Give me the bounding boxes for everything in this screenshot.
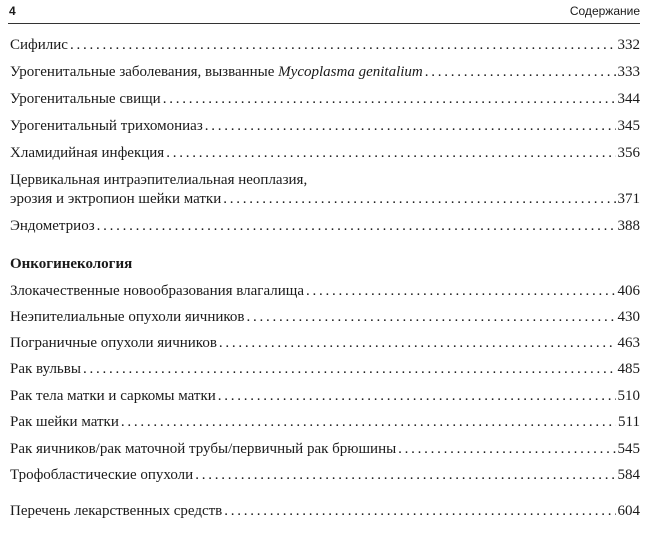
toc-entry[interactable] (10, 63, 640, 82)
toc-entry-page: 545 (617, 441, 640, 457)
leader-dots (398, 440, 615, 459)
toc-entry[interactable] (10, 413, 640, 432)
toc-entry-page: 345 (617, 118, 640, 134)
leader-dots (218, 387, 616, 406)
toc-entry[interactable] (10, 334, 640, 353)
toc-entry[interactable] (10, 144, 640, 163)
running-header (9, 4, 640, 22)
toc-entry-title: Перечень лекарственных средств (10, 503, 223, 519)
toc-entry-page: 344 (617, 91, 640, 107)
toc-entry[interactable] (10, 387, 640, 406)
leader-dots (163, 90, 616, 109)
leader-dots (121, 413, 616, 432)
header-divider (8, 23, 640, 24)
toc-entry-page: 510 (617, 388, 640, 404)
toc-entry[interactable] (10, 440, 640, 459)
leader-dots (224, 502, 615, 521)
toc-entry-page: 485 (617, 361, 640, 377)
leader-dots (306, 282, 616, 301)
toc-entry[interactable] (10, 360, 640, 379)
toc-entry-page: 430 (617, 309, 640, 325)
toc-entry-title: Рак шейки матки (10, 414, 119, 430)
toc-entry-title: Сифилис (10, 37, 68, 53)
leader-dots (223, 190, 615, 209)
page-number: 4 (9, 4, 16, 18)
leader-dots (205, 117, 616, 136)
toc-entry-page: 388 (617, 218, 640, 234)
toc-entry-page: 333 (617, 64, 640, 80)
toc-entry-page: 584 (617, 467, 640, 483)
toc-entry[interactable] (10, 171, 640, 209)
toc-entry-title (10, 63, 423, 82)
leader-dots (195, 466, 615, 485)
toc-entry-page: 356 (617, 145, 640, 161)
toc-entry[interactable] (10, 36, 640, 55)
leader-dots (97, 217, 616, 236)
toc-entry-title-italic: Mycoplasma genitalium (278, 64, 423, 80)
toc-entry-title: Рак тела матки и саркомы матки (10, 388, 216, 404)
toc-entry[interactable] (10, 217, 640, 236)
leader-dots (83, 360, 616, 379)
toc-entry-title: Урогенитальные свищи (10, 91, 161, 107)
toc-entry-page: 511 (618, 414, 640, 430)
toc-entry-title: Рак вульвы (10, 361, 81, 377)
toc-entry-page: 604 (617, 503, 640, 519)
toc-entry[interactable] (10, 282, 640, 301)
toc-entry-title: Неэпителиальные опухоли яичников (10, 309, 245, 325)
running-title: Содержание (569, 4, 640, 18)
toc-entry[interactable] (10, 90, 640, 109)
toc-entry-title: Эндометриоз (10, 218, 95, 234)
toc-entry-title: Урогенитальный трихомониаз (10, 118, 203, 134)
toc-entry[interactable] (10, 466, 640, 485)
leader-dots (219, 334, 616, 353)
toc-entry-title-line1: Цервикальная интраэпителиальная неоплазия, (10, 172, 308, 188)
toc-entry-title: Хламидийная инфекция (10, 145, 165, 161)
toc-entry-title: Злокачественные новообразования влагалища (10, 283, 304, 299)
leader-dots (70, 36, 616, 55)
leader-dots (247, 308, 616, 327)
toc-entry-title: Рак яичников/рак маточной трубы/первичный рак брюшины (10, 441, 397, 457)
toc-entry[interactable] (10, 502, 640, 521)
leader-dots (425, 63, 616, 82)
section-heading: Онкогинекология (10, 256, 133, 272)
toc-entry-title: Трофобластические опухоли (10, 467, 194, 483)
toc-entry[interactable] (10, 117, 640, 136)
toc-entry[interactable] (10, 308, 640, 327)
toc-entry-title: Пограничные опухоли яичников (10, 335, 217, 351)
toc-entry-page: 463 (617, 335, 640, 351)
leader-dots (166, 144, 615, 163)
toc-entry-page: 332 (617, 37, 640, 53)
toc-entry-page: 406 (617, 283, 640, 299)
toc-entry-title: эрозия и эктропион шейки матки (10, 191, 222, 207)
toc-entry-page: 371 (617, 191, 640, 207)
toc-entry-title-plain: Урогенитальные заболевания, вызванные (10, 64, 279, 80)
